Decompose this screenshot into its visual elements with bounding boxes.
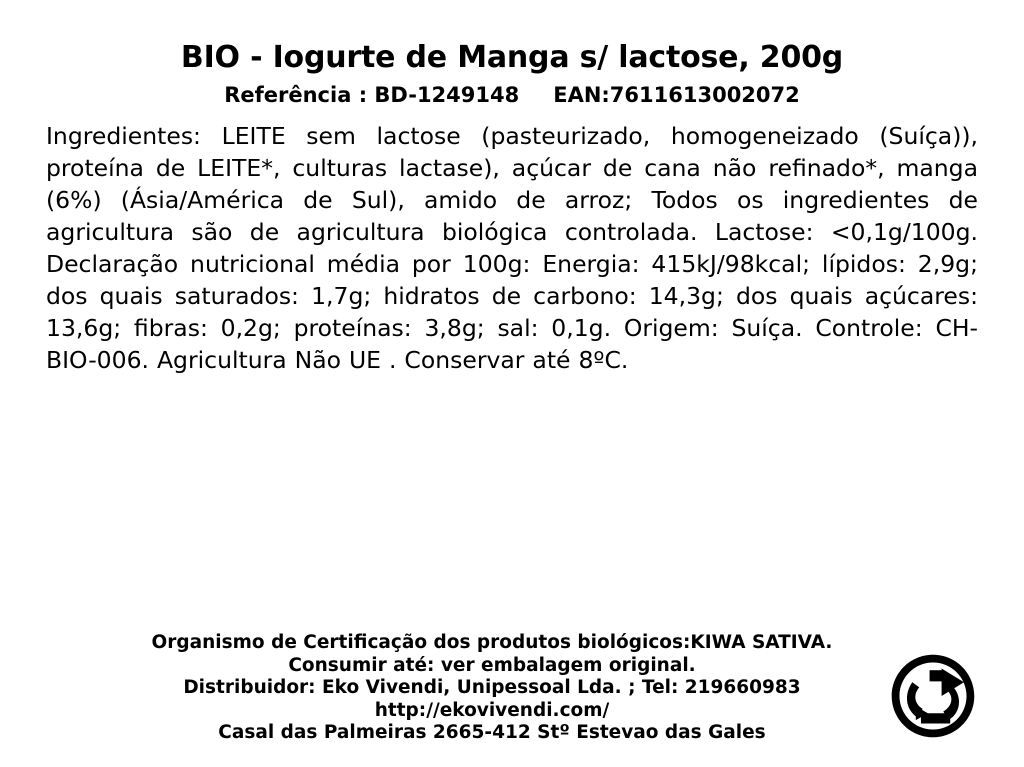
reference-ean-line — [0, 83, 1024, 107]
best-before-line: Consumir até: ver embalagem original. — [288, 654, 696, 676]
footer-text-lines — [0, 632, 1024, 745]
page-title: BIO - Iogurte de Manga s/ lactose, 200g — [180, 40, 844, 75]
ingredients-and-nutrition-text: Ingredientes: LEITE sem lactose (pasteurizado, homogeneizado (Suíça)), proteína de LEITE*, culturas lactase), açúcar de cana não refinado*, manga (6%) (Ásia/América de Sul), amido de arroz; Todos os ingredientes de agricultura são de agricultura biológica controlada. Lactose: <0,1g/100g. Declaração nutricional média por 100g: Energia: 415kJ/98kcal; lípidos: 2,9g; dos quais saturados: 1,7g; hidratos de carbono: 14,3g; dos quais açúcares: 13,6g; fibras: 0,2g; proteínas: 3,8g; sal: 0,1g. Origem: Suíça. Controle: CH-BIO-006. Agricultura Não UE . Conservar até 8ºC. — [46, 122, 978, 374]
certification-body-line: Organismo de Certificação dos produtos biológicos:KIWA SATIVA. — [151, 632, 833, 654]
footer-block — [0, 632, 1024, 745]
ean-code: EAN:7611613002072 — [553, 83, 800, 107]
address-line: Casal das Palmeiras 2665-412 Stº Estevao das Gales — [218, 722, 766, 744]
distributor-line: Distribuidor: Eko Vivendi, Unipessoal Lda. ; Tel: 219660983 — [183, 677, 801, 699]
recycle-mobius-icon — [890, 653, 976, 739]
layout-spacer — [0, 377, 1024, 633]
reference-code: Referência : BD-1249148 — [224, 83, 520, 107]
website-line[interactable]: http://ekovivendi.com/ — [374, 699, 610, 721]
